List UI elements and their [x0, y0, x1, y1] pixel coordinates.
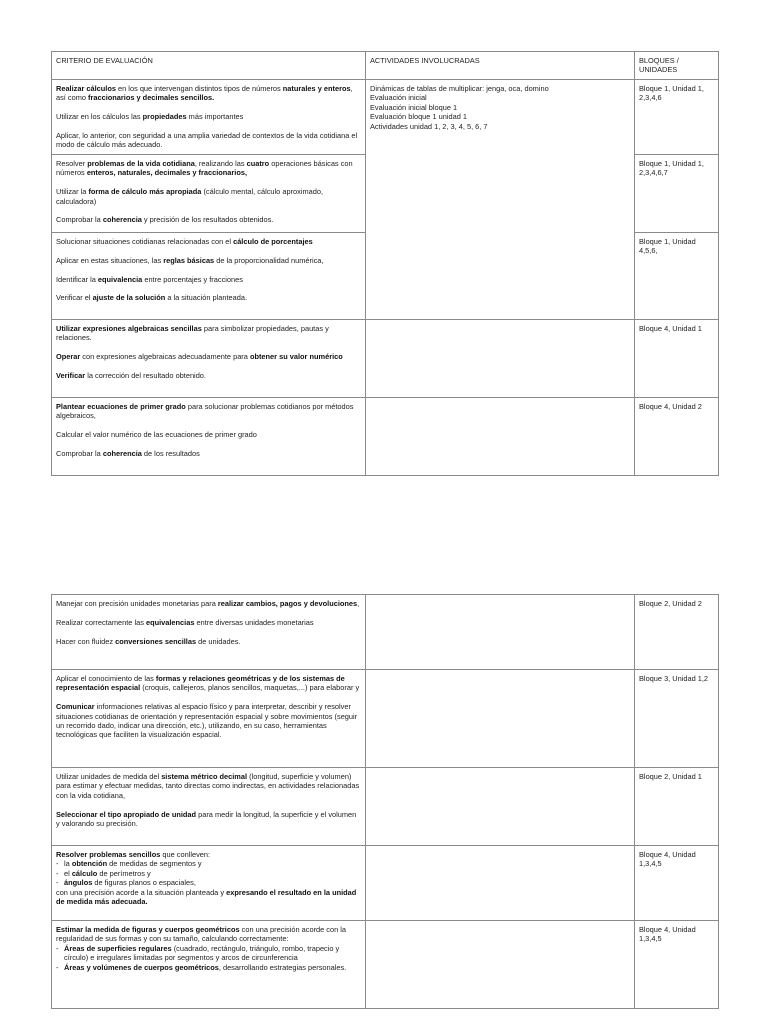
- criteria-text: [56, 159, 361, 225]
- criterion-paragraph: [56, 293, 361, 302]
- activities-cell-empty: [366, 921, 635, 1009]
- list-item: [56, 878, 361, 887]
- text: en los que intervengan distintos tipos de números: [115, 84, 283, 93]
- text: más importantes: [186, 112, 244, 122]
- units-cell: Bloque 1, Unidad 4,5,6,: [635, 233, 719, 320]
- bold-text: coherencia: [102, 215, 142, 225]
- list-item: [56, 859, 361, 868]
- units-cell: Bloque 1, Unidad 1, 2,3,4,6,7: [635, 155, 719, 233]
- bold-text: equivalencias: [145, 617, 195, 627]
- text: entre diversas unidades monetarias: [194, 617, 314, 627]
- criterion-paragraph: [56, 402, 361, 421]
- units-cell: Bloque 4, Unidad 1: [635, 320, 719, 398]
- text: Aplicar, lo anterior, con seguridad a una amplia variedad de contextos de la vida cotidiana el modo de cálculo más adecuado.: [56, 131, 358, 150]
- activities-cell-empty: [366, 398, 635, 476]
- table-row: [52, 670, 719, 768]
- text: que conlleven:: [160, 850, 211, 859]
- criterion-list: [56, 859, 361, 887]
- criterion-paragraph: [56, 187, 361, 206]
- activities-cell-empty: [366, 595, 635, 670]
- bold-text: Realizar cálculos: [56, 84, 116, 93]
- criterion-paragraph: [56, 430, 361, 439]
- text: de perímetros y: [97, 868, 151, 878]
- text: operaciones básicas con números: [56, 159, 353, 178]
- bold-text: fraccionarios y decimales sencillos.: [88, 93, 215, 103]
- text: de los resultados: [141, 449, 200, 458]
- bold-text: forma de cálculo más apropiada: [88, 187, 202, 197]
- text: Calcular el valor numérico de las ecuaciones de primer grado: [56, 430, 257, 440]
- header-criteria: CRITERIO DE EVALUACIÓN: [52, 52, 366, 80]
- bold-text: Operar: [56, 352, 81, 362]
- bold-text: Resolver problemas sencillos: [56, 850, 161, 859]
- criterion-paragraph: [56, 159, 361, 178]
- criteria-text: [56, 599, 361, 646]
- criterion-paragraph: [56, 131, 361, 150]
- criterion-paragraph: [56, 850, 361, 859]
- bold-text: formas y relaciones geométricas y de los sistemas de representación espacial: [56, 674, 345, 693]
- text: Realizar correctamente las: [56, 617, 146, 627]
- text: Utilizar la: [56, 187, 89, 197]
- header-activities: ACTIVIDADES INVOLUCRADAS: [366, 52, 635, 80]
- bold-text: Seleccionar el tipo apropiado de unidad: [56, 809, 197, 819]
- bold-text: Estimar la medida de figuras y cuerpos geométricos: [56, 925, 240, 934]
- text: Identificar la: [56, 274, 98, 284]
- criteria-text: [56, 674, 361, 740]
- text: de unidades.: [196, 636, 241, 646]
- bold-text: Áreas y volúmenes de cuerpos geométricos: [64, 962, 219, 972]
- text: informaciones relativas al espacio físico y para interpretar, describir y resolver situaciones cotidianas de orientación y representación espacial y sobre movimientos (seguir un recorrido dado, indicar una dirección, etc.), utilizando, en su caso, herramientas tecnológicas que faciliten la visualización espacial.: [56, 702, 358, 740]
- criteria-text: [56, 772, 361, 828]
- text: Aplicar el conocimiento de las: [56, 674, 156, 683]
- criterion-paragraph: [56, 256, 361, 265]
- text: para simbolizar propiedades, pautas y relaciones.: [56, 324, 329, 343]
- criterion-paragraph: [56, 599, 361, 608]
- text: para medir la longitud, la superficie y el volumen y valorando su precisión.: [56, 809, 357, 829]
- text: Solucionar situaciones cotidianas relacionadas con el: [56, 237, 234, 246]
- bold-text: ángulos: [64, 878, 93, 888]
- criterion-paragraph: [56, 888, 361, 907]
- text: Manejar con precisión unidades monetarias para: [56, 599, 218, 608]
- criterion-list: [56, 944, 361, 972]
- criterion-paragraph: [56, 674, 361, 693]
- criterion-paragraph: [56, 618, 361, 627]
- text: Aplicar en estas situaciones, las: [56, 255, 164, 265]
- bold-text: expresando el resultado en la unidad de medida más adecuada.: [56, 887, 357, 907]
- bold-text: Áreas de superficies regulares: [64, 943, 172, 953]
- activity-item: Evaluación inicial bloque 1: [370, 102, 458, 112]
- units-cell: Bloque 3, Unidad 1,2: [635, 670, 719, 768]
- text: entre porcentajes y fracciones: [142, 274, 243, 284]
- text: de la proporcionalidad numérica,: [214, 255, 324, 265]
- bold-text: problemas de la vida cotidiana: [87, 159, 195, 168]
- table-row: [52, 846, 719, 921]
- table-row: [52, 320, 719, 398]
- text: (cuadrado, rectángulo, triángulo, rombo, trapecio y círculo) e irregulares limitadas por segmentos y arcos de circunferencia: [64, 943, 340, 963]
- criteria-text: [56, 402, 361, 458]
- text: y precisión de los resultados obtenidos.: [141, 215, 274, 225]
- text: (cálculo mental, cálculo aproximado, calculadora): [56, 187, 323, 206]
- list-item: [56, 869, 361, 878]
- text: de medidas de segmentos y: [107, 859, 202, 869]
- bold-text: obtener su valor numérico: [249, 352, 343, 362]
- activities-cell-empty: [366, 320, 635, 398]
- bold-text: ajuste de la solución: [92, 293, 166, 303]
- criteria-cell: [52, 768, 366, 846]
- criterion-paragraph: [56, 702, 361, 740]
- criteria-cell: [52, 155, 366, 233]
- header-units: BLOQUES / UNIDADES: [635, 52, 719, 80]
- bold-text: realizar cambios, pagos y devoluciones: [217, 599, 358, 608]
- activity-item: Dinámicas de tablas de multiplicar: jenga, oca, domino: [370, 84, 549, 93]
- criterion-paragraph: [56, 237, 361, 246]
- criteria-cell: [52, 921, 366, 1009]
- bold-text: Utilizar expresiones algebraicas sencillas: [56, 324, 202, 333]
- text: Comprobar la: [56, 449, 103, 458]
- units-cell: Bloque 4, Unidad 2: [635, 398, 719, 476]
- text: a la situación planteada.: [165, 293, 248, 303]
- criteria-cell: [52, 233, 366, 320]
- text: , así como: [56, 84, 353, 103]
- list-item: [56, 944, 361, 963]
- bold-text: propiedades: [142, 112, 187, 122]
- text: con una precisión acorde con la regularidad de sus formas y con su tamaño, calculando correctamente:: [56, 925, 347, 944]
- bold-text: cálculo de porcentajes: [233, 237, 313, 246]
- text: de figuras planos o espaciales,: [92, 878, 196, 888]
- criterion-paragraph: [56, 810, 361, 829]
- bold-text: Plantear ecuaciones de primer grado: [56, 402, 186, 411]
- criterion-paragraph: [56, 772, 361, 800]
- bold-text: Comunicar: [56, 702, 95, 712]
- activity-item: Evaluación bloque 1 unidad 1: [370, 112, 467, 122]
- bold-text: obtención: [71, 859, 108, 869]
- criteria-cell: [52, 80, 366, 155]
- evaluation-table-2: [51, 594, 719, 1009]
- bold-text: sistema métrico decimal: [161, 772, 248, 781]
- table-row: [52, 80, 719, 155]
- text: Comprobar la: [56, 215, 103, 225]
- criteria-cell: [52, 595, 366, 670]
- criterion-paragraph: [56, 112, 361, 121]
- criterion-paragraph: [56, 84, 361, 103]
- criteria-text: [56, 324, 361, 380]
- text: la: [64, 859, 72, 869]
- criterion-paragraph: [56, 371, 361, 380]
- activities-cell: [366, 80, 635, 320]
- bold-text: Verificar: [56, 371, 86, 380]
- units-cell: Bloque 4, Unidad 1,3,4,5: [635, 921, 719, 1009]
- units-cell: Bloque 4, Unidad 1,3,4,5: [635, 846, 719, 921]
- text: Utilizar unidades de medida del: [56, 772, 162, 781]
- table-row: [52, 921, 719, 1009]
- activities-cell-empty: [366, 768, 635, 846]
- criterion-paragraph: [56, 324, 361, 343]
- bold-text: coherencia: [102, 449, 142, 458]
- table-row: [52, 398, 719, 476]
- list-item: [56, 963, 361, 972]
- units-cell: Bloque 2, Unidad 1: [635, 768, 719, 846]
- text: Utilizar en los cálculos las: [56, 112, 143, 122]
- bold-text: cuatro: [246, 159, 270, 168]
- criterion-paragraph: [56, 925, 361, 944]
- criterion-paragraph: [56, 449, 361, 458]
- bold-text: equivalencia: [97, 274, 143, 284]
- table-row: [52, 768, 719, 846]
- text: para solucionar problemas cotidianos por métodos algebraicos,: [56, 402, 354, 421]
- text: Verificar el: [56, 293, 93, 303]
- activity-item: Actividades unidad 1, 2, 3, 4, 5, 6, 7: [370, 121, 488, 131]
- text: el: [64, 868, 72, 878]
- criteria-cell: [52, 846, 366, 921]
- text: con expresiones algebraicas adecuadamente para: [80, 352, 250, 362]
- evaluation-table-1: [51, 51, 719, 476]
- text: (croquis, callejeros, planos sencillos, maquetas,...) para elaborar y: [140, 683, 360, 693]
- bold-text: cálculo: [71, 868, 98, 878]
- activities-cell-empty: [366, 846, 635, 921]
- criteria-cell: [52, 670, 366, 768]
- table-header-row: [52, 52, 719, 80]
- criteria-text: [56, 84, 361, 150]
- text: ,: [357, 599, 360, 608]
- text: Resolver: [56, 159, 88, 168]
- criterion-paragraph: [56, 215, 361, 224]
- criterion-paragraph: [56, 637, 361, 646]
- text: , realizando las: [194, 159, 247, 168]
- text: (longitud, superficie y volumen) para estimar y efectuar medidas, tanto directas como indirectas, en actividades relacionadas con la vida cotidiana,: [56, 772, 360, 800]
- activities-cell-empty: [366, 670, 635, 768]
- text: la corrección del resultado obtenido.: [85, 371, 206, 380]
- bold-text: naturales y enteros: [282, 84, 351, 93]
- criteria-cell: [52, 320, 366, 398]
- bold-text: reglas básicas: [163, 255, 215, 265]
- units-cell: Bloque 1, Unidad 1, 2,3,4,6: [635, 80, 719, 155]
- activity-item: Evaluación inicial: [370, 93, 427, 103]
- units-cell: Bloque 2, Unidad 2: [635, 595, 719, 670]
- criteria-cell: [52, 398, 366, 476]
- criterion-paragraph: [56, 352, 361, 361]
- text: con una precisión acorde a la situación planteada y: [56, 887, 227, 897]
- bold-text: enteros, naturales, decimales y fraccionarios,: [86, 168, 248, 178]
- criteria-text: [56, 237, 361, 303]
- text: , desarrollando estrategias personales.: [218, 962, 347, 972]
- table-row: [52, 595, 719, 670]
- text: Hacer con fluidez: [56, 636, 116, 646]
- bold-text: conversiones sencillas: [115, 636, 197, 646]
- criterion-paragraph: [56, 275, 361, 284]
